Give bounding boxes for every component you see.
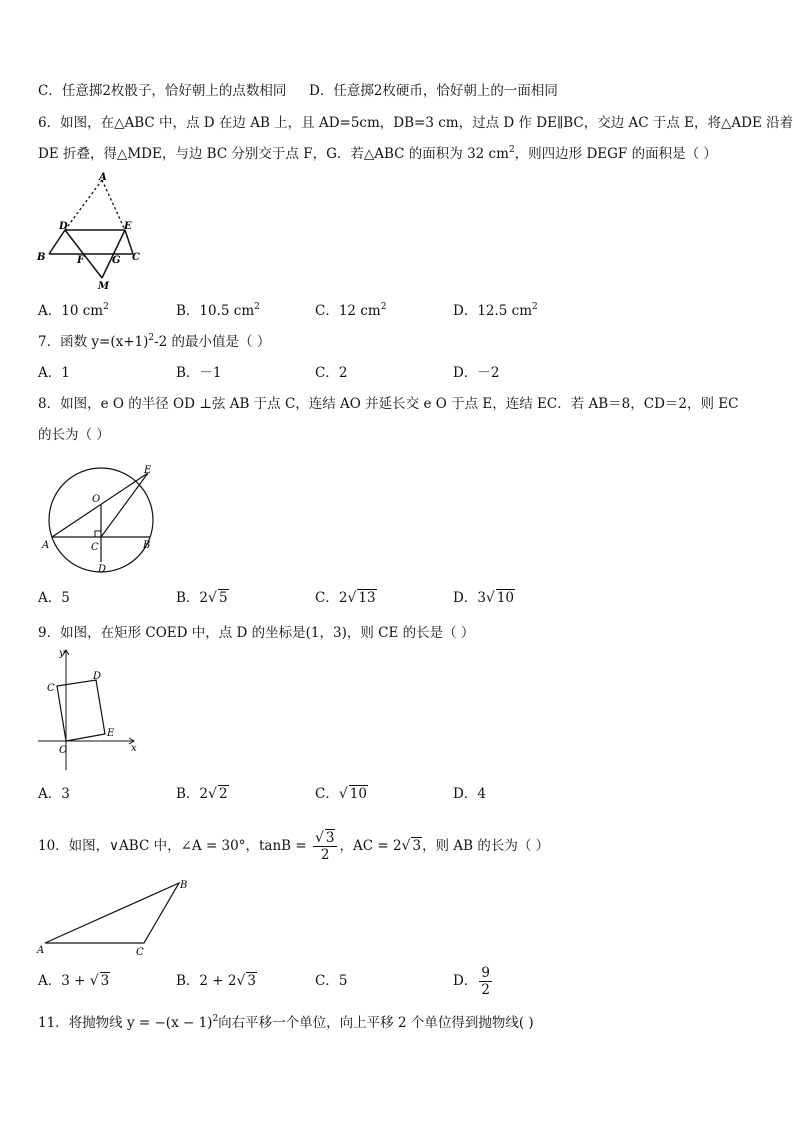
q6-label-m: M [98, 281, 110, 292]
q8-label-d: D [98, 564, 107, 575]
q9-stem: 9．如图，在矩形 COED 中，点 D 的坐标是(1，3)，则 CE 的长是（ ） [38, 625, 475, 641]
q10-label-b: B [180, 880, 188, 891]
q6-label-g: G [112, 255, 121, 266]
q8-label-e: E [144, 465, 152, 476]
q6-stem-line2-pre: DE 折叠，得△MDE，与边 BC 分别交于点 F，G．若△ABC 的面积为 32 cm [38, 146, 509, 162]
q7-option-a: A．1 [38, 365, 70, 381]
q6-label-e: E [124, 221, 132, 232]
q8-option-b: B．2√ 5 [176, 590, 228, 606]
q10-stem: 10．如图，∨ABC 中，∠A = 30°，tanB = $\frac{√ 3}{2}$ ，AC = 2√ 3，则 AB 的长为（ ） [38, 830, 550, 863]
q8-label-c: C [91, 542, 99, 553]
q9-option-c: C．√ 10 [315, 786, 367, 802]
q7-stem: 7．函数 $y=(x+1)^2-2$ 的最小值是（ ） [38, 333, 271, 350]
q8-option-d: D．3√ 10 [453, 590, 515, 606]
q8-option-c: C．2√ 13 [315, 590, 376, 606]
q8-figure [40, 460, 170, 576]
q6-label-d: D [59, 221, 68, 232]
q10-label-c: C [136, 947, 144, 958]
q7-option-b: B．－1 [176, 365, 222, 381]
q6-option-b: B．10.5 $cm^2$ [176, 302, 260, 319]
q11-stem: 11．将抛物线 $y = -(x - 1)^2$向右平移一个单位，向上平移 2 个单位得到抛物线( ) [38, 1014, 534, 1031]
q10-label-a: A [37, 945, 45, 956]
q6-stem-line2 [38, 145, 717, 163]
q6-label-f: F [77, 255, 85, 266]
q10-figure [34, 876, 204, 960]
q9-label-o: O [59, 745, 68, 756]
q7-option-d: D．－2 [453, 365, 500, 381]
q6-label-a: A [99, 172, 107, 183]
q8-label-o: O [92, 494, 101, 505]
q9-label-e: E [107, 728, 115, 739]
q9-option-b: B．2√ 2 [176, 786, 228, 802]
q9-label-x: x [131, 743, 137, 754]
q6-option-c: C．12 $cm^2$ [315, 302, 387, 319]
q9-label-c: C [47, 683, 55, 694]
q7-option-c: C．2 [315, 365, 348, 381]
q6-label-b: B [37, 252, 46, 263]
q5-option-c: C．任意掷2枚骰子，恰好朝上的点数相同 [38, 83, 287, 99]
q10-option-b: B．2 + 2√ 3 [176, 973, 257, 989]
q8-stem-line1: 8．如图，e O 的半径 OD ⊥弦 AB 于点 C，连结 AO 并延长交 e O 于点 E，连结 EC．若 AB＝8，CD＝2，则 EC [38, 396, 739, 412]
q6-option-d: D．12.5 $cm^2$ [453, 302, 538, 319]
q9-label-d: D [93, 671, 102, 682]
q6-label-c: C [132, 252, 140, 263]
q10-option-a: A．3 + √ 3 [38, 973, 110, 989]
q5-option-row [38, 82, 558, 100]
q8-option-a: A．5 [38, 590, 70, 606]
q6-option-a: A．10 $cm^2$ [38, 302, 109, 319]
q5-option-d: D．任意掷2枚硬币，恰好朝上的一面相同 [309, 83, 558, 99]
q8-label-a: A [42, 540, 50, 551]
q10-option-d: D． $\frac{9}{2}$ [453, 965, 490, 998]
q10-tanb-fraction: $\frac{√ 3}{2}$ [313, 830, 338, 863]
q8-label-b: B [143, 540, 151, 551]
q6-figure [34, 172, 154, 294]
q9-figure [34, 644, 146, 774]
q8-stem-line2: 的长为（ ） [38, 427, 110, 443]
q6-stem-sup: 2 [508, 145, 515, 155]
q10-option-c: C．5 [315, 973, 348, 989]
q9-label-y: y [59, 648, 65, 659]
q9-option-a: A．3 [38, 786, 70, 802]
q6-stem-line2-post: ，则四边形 DEGF 的面积是（ ） [514, 146, 717, 162]
q9-option-d: D．4 [453, 786, 486, 802]
q6-stem-line1: 6．如图，在△ABC 中，点 D 在边 AB 上，且 AD=5cm，DB=3 cm，过点 D 作 DE∥BC，交边 AC 于点 E，将△ADE 沿着 [38, 115, 794, 131]
